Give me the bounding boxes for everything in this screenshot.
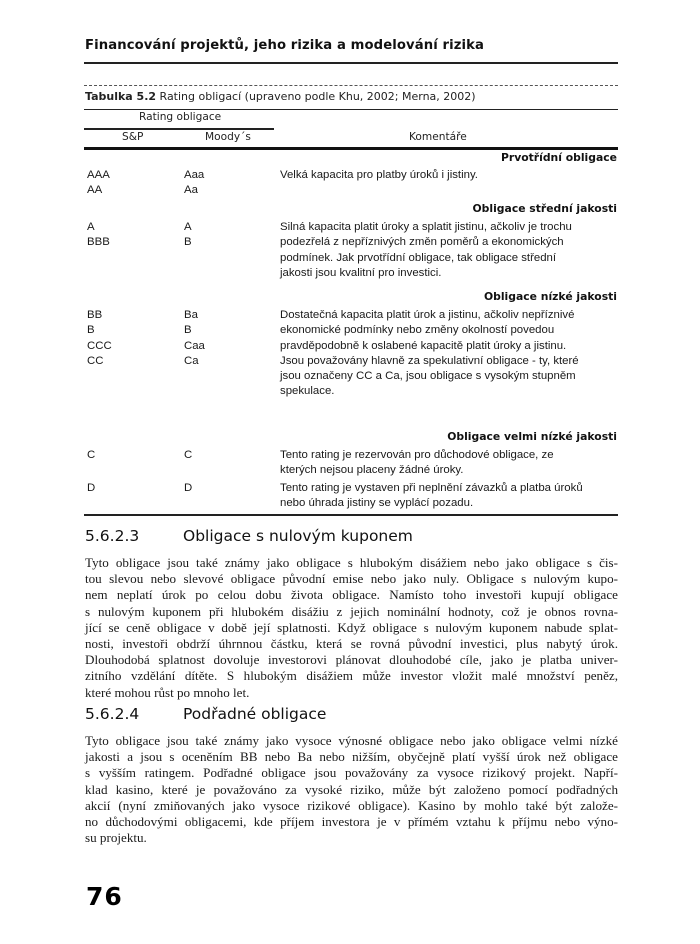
running-head: Financování projektů, jeho rizika a modelování rizika [85, 38, 485, 53]
comment-line: jakosti jsou kvalitní pro investici. [280, 266, 442, 279]
paragraph-junk-bonds [85, 733, 618, 846]
sp-rating: CC [87, 354, 104, 367]
moodys-rating: Ba [184, 309, 198, 321]
header-moodys: Moody´s [205, 131, 251, 143]
section-number: 5.6.2.4 [85, 705, 140, 723]
header-sp: S&P [122, 131, 144, 143]
sp-rating: BB [87, 309, 103, 321]
moodys-rating-d: D [184, 482, 193, 494]
comment-line: Silná kapacita platit úroky a splatit jistinu, ačkoliv je trochu [280, 221, 572, 233]
text-line: jící se ceně obligace v době její splatnosti. Když obligace s nulovým kuponem nabude splat- [85, 619, 618, 635]
group-title-low: Obligace nízké jakosti [483, 290, 617, 303]
section-number: 5.6.2.3 [85, 527, 140, 545]
text-line: su projektu. [85, 830, 147, 846]
text-line: no důchodovými obligacemi, kde příjem investora je v přímém vztahu k příjmu nebo výno- [85, 814, 618, 830]
table-top-dotted-rule [84, 85, 618, 86]
text-line: s vyšším ratingem. Podřadné obligace jsou považovány za vysoce rizikový projekt. Napří- [85, 765, 618, 781]
text-line: které mohou růst po mnoho let. [85, 684, 250, 700]
moodys-rating-c: C [184, 449, 193, 461]
sp-ratings-medium [87, 220, 110, 251]
text-line: s nulovým kuponem při hlubokém disážiu z jejich nominální hodnoty, což je obnos rovna- [85, 603, 618, 619]
sp-rating: B [87, 324, 95, 337]
header-rating-group: Rating obligace [139, 111, 222, 123]
moodys-rating: Ca [184, 354, 199, 367]
section-heading-zero-coupon [85, 527, 413, 545]
table-caption-label: Tabulka 5.2 [85, 90, 157, 103]
table-caption-text: Rating obligací (upraveno podle Khu, 2002; Merna, 2002) [156, 90, 476, 103]
moodys-ratings-prime [184, 168, 204, 199]
comment-prime: Velká kapacita pro platby úroků i jistiny. [280, 169, 478, 181]
text-line: jakosti a jsou s oceněním BB nebo Ba nebo nižším, obyčejně platí vyšší úrok než obligace [85, 749, 618, 765]
comment-line: ekonomické podmínky nebo změny okolností povedou [280, 324, 555, 337]
text-line: akcií (nyní zmiňovaných jako vysoce rizikové obligace). Kasino by mohlo také být založe- [85, 797, 618, 813]
running-head-rule [84, 62, 618, 64]
text-line: Dlouhodobá splatnost dovoluje investorovi plánovat dlouhodobé cíle, jako je platba univer- [85, 652, 618, 668]
header-bottom-rule [84, 147, 618, 150]
section-heading-junk-bonds [85, 705, 326, 723]
sp-rating: AAA [87, 169, 110, 181]
comment-c [280, 448, 620, 479]
comment-line: Tento rating je rezervován pro důchodové obligace, ze [280, 449, 554, 461]
moodys-rating: A [184, 221, 192, 233]
sp-rating: AA [87, 184, 103, 197]
comment-line: spekulace. [280, 385, 335, 398]
comment-line: pravděpodobně k oslabené kapacitě platit úroky a jistinu. [280, 339, 567, 352]
page-number: 76 [86, 882, 123, 911]
sp-rating-d: D [87, 482, 96, 494]
comment-line: kterých nejsou placeny žádné úroky. [280, 464, 464, 477]
comment-line: Dostatečná kapacita platit úrok a jistinu, ačkoliv nepříznivé [280, 309, 575, 321]
comment-line: podezřelá z nepříznivých změn poměrů a ekonomických [280, 236, 564, 249]
sp-ratings-low [87, 308, 112, 369]
text-line: nem neplatí úrok po celou dobu života obligace. Namísto toho investoři kupují obligace [85, 587, 618, 603]
text-line: Tyto obligace jsou také známy jako obligace s hlubokým disážiem nebo jako obligace s čis- [85, 555, 618, 570]
comment-line: podmínek. Jak prvotřídní obligace, tak obligace střední [280, 251, 557, 264]
comment-d [280, 481, 620, 512]
comment-low [280, 308, 620, 400]
comment-medium [280, 220, 620, 281]
table-top-rule [84, 109, 618, 110]
moodys-rating: B [184, 236, 192, 249]
header-group-rule [84, 128, 274, 130]
text-line: klad kasino, které je považováno za vysoké riziko, může být založeno pomocí podřadných [85, 781, 618, 797]
sp-rating-c: C [87, 449, 96, 461]
text-line: nosti, investoři obdrží úhrnnou částku, která se rovná původní investici, plus nabytý úrok. [85, 636, 618, 652]
text-line: tou slevou nebo slevové obligace původní emise nebo jako nuly. Obligace s nulovým kupo- [85, 571, 618, 587]
sp-ratings-prime [87, 168, 110, 199]
text-line: Tyto obligace jsou také známy jako vysoce výnosné obligace nebo jako obligace velmi nízké [85, 733, 618, 748]
moodys-rating: Aa [184, 184, 198, 197]
section-title: Obligace s nulovým kuponem [183, 527, 413, 545]
sp-rating: CCC [87, 339, 112, 352]
section-title: Podřadné obligace [183, 705, 327, 723]
comment-line: Jsou považovány hlavně za spekulativní obligace - ty, které [280, 354, 579, 367]
group-title-medium: Obligace střední jakosti [472, 202, 617, 215]
comment-line: nebo úhrada jistiny se vyplácí pozadu. [280, 497, 474, 510]
table-caption [85, 90, 476, 103]
moodys-ratings-low [184, 308, 205, 369]
group-title-prime: Prvotřídní obligace [500, 151, 617, 164]
text-line: zitního vzdělání dítěte. S hlubokým disážiem může investor vložit malé množství peněz, [85, 668, 618, 684]
table-bottom-rule [84, 514, 618, 516]
header-comments: Komentáře [409, 131, 467, 143]
moodys-rating: Aaa [184, 169, 205, 181]
comment-line: Tento rating je vystaven při neplnění závazků a platba úroků [280, 482, 583, 494]
moodys-ratings-medium [184, 220, 192, 251]
paragraph-zero-coupon [85, 555, 618, 701]
comment-line: jsou označeny CC a Ca, jsou obligace s vysokým stupněm [280, 370, 576, 383]
moodys-rating: Caa [184, 339, 205, 352]
sp-rating: A [87, 221, 95, 233]
sp-rating: BBB [87, 236, 110, 249]
group-title-very-low: Obligace velmi nízké jakosti [447, 430, 617, 443]
moodys-rating: B [184, 324, 192, 337]
